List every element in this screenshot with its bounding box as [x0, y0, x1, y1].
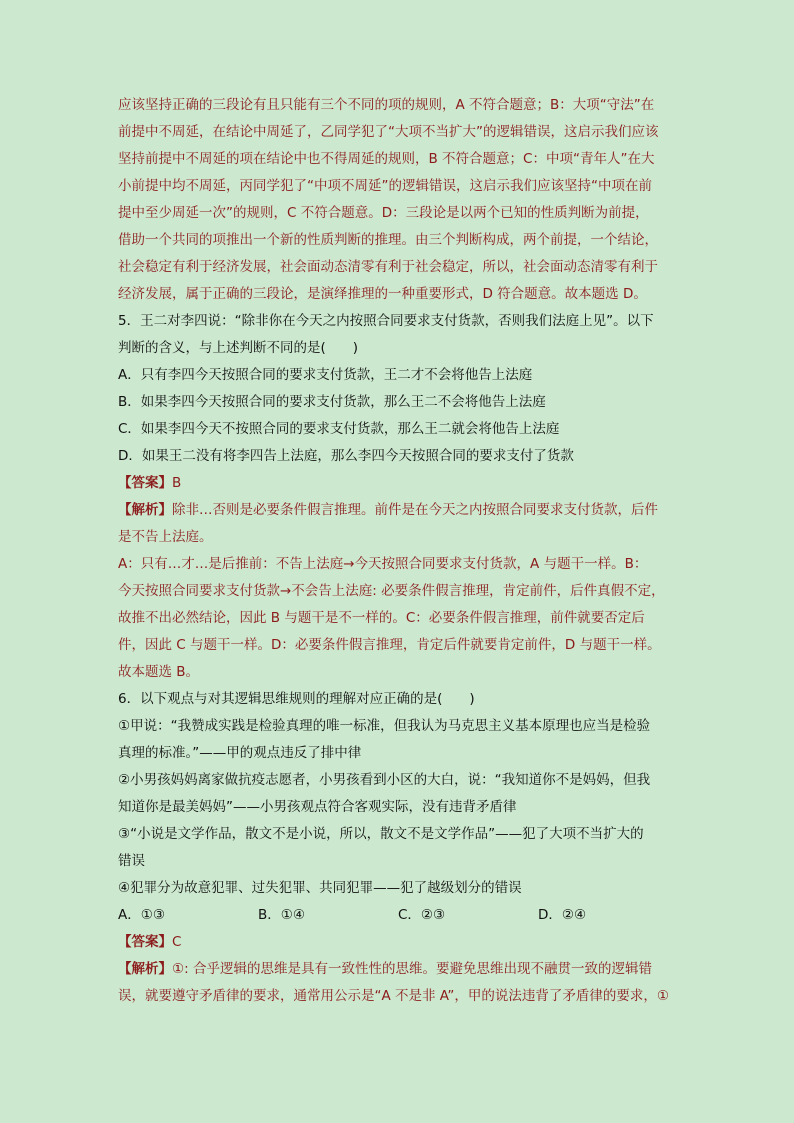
- option-c: C．②③: [398, 907, 446, 923]
- question-6: [118, 686, 690, 1010]
- analysis-text: ①: 合乎逻辑的思维是具有一致性性的思维。要避免思维出现不融贯一致的逻辑错: [172, 961, 652, 977]
- question-stem: 5．王二对李四说：“除非你在今天之内按照合同要求支付货款，否则我们法庭上见”。以下: [118, 313, 654, 329]
- analysis-line: 件，因此 C 与题干一样。D：必要条件假言推理，肯定后件就要肯定前件，D 与题干一样。: [118, 637, 661, 653]
- analysis-line: [118, 956, 690, 983]
- answer-line: [118, 470, 690, 497]
- option-c: C．如果李四今天不按照合同的要求支付货款，那么王二就会将他告上法庭: [118, 421, 560, 437]
- analysis-tag: 【解析】: [118, 502, 172, 518]
- statement-line: ②小男孩妈妈离家做抗疫志愿者，小男孩看到小区的大白，说：“我知道你不是妈妈，但我: [118, 772, 651, 788]
- statement-line: 真理的标准。”——甲的观点违反了排中律: [118, 745, 362, 761]
- answer-value: C: [172, 934, 182, 950]
- option-a: A．①③: [118, 907, 165, 923]
- text-line: 社会稳定有利于经济发展，社会面动态清零有利于社会稳定，所以，社会面动态清零有利于: [118, 259, 658, 275]
- analysis-line: 是不告上法庭。: [118, 529, 213, 545]
- text-line: 经济发展，属于正确的三段论，是演绎推理的一种重要形式，D 符合题意。故本题选 D。: [118, 286, 647, 302]
- text-line: 应该坚持正确的三段论有且只能有三个不同的项的规则，A 不符合题意；B：大项“守法”在: [118, 97, 655, 113]
- analysis-line: 误，就要遵守矛盾律的要求，通常用公示是“A 不是非 A”，甲的说法违背了矛盾律的要求，①: [118, 988, 669, 1004]
- question-5: [118, 308, 690, 686]
- statement-line: 错误: [118, 853, 145, 869]
- answer-tag: 【答案】: [118, 475, 172, 491]
- option-d: D．如果王二没有将李四告上法庭，那么李四今天按照合同的要求支付了货款: [118, 448, 574, 464]
- text-line: 提中至少周延一次”的规则，C 不符合题意。D：三段论是以两个已知的性质判断为前提，: [118, 205, 649, 221]
- statement-line: ①甲说：“我赞成实践是检验真理的唯一标准，但我认为马克思主义基本原理也应当是检验: [118, 718, 651, 734]
- q4-analysis-continued: [118, 92, 690, 308]
- analysis-tag: 【解析】: [118, 961, 172, 977]
- question-stem: 判断的含义，与上述判断不同的是( ): [118, 340, 359, 356]
- analysis-line: 今天按照合同要求支付货款→不会告上法庭: 必要条件假言推理，肯定前件，后件真假不定，: [118, 583, 665, 599]
- option-b: B．如果李四今天按照合同的要求支付货款，那么王二不会将他告上法庭: [118, 394, 546, 410]
- question-stem: 6．以下观点与对其逻辑思维规则的理解对应正确的是( ): [118, 691, 475, 707]
- document-content: [118, 92, 690, 1010]
- option-d: D．②④: [538, 907, 587, 923]
- analysis-line: A：只有…才…是后推前：不告上法庭→今天按照合同要求支付货款，A 与题干一样。B：: [118, 556, 648, 572]
- statement-line: ③“小说是文学作品，散文不是小说，所以，散文不是文学作品”——犯了大项不当扩大的: [118, 826, 644, 842]
- answer-tag: 【答案】: [118, 934, 172, 950]
- statement-line: ④犯罪分为故意犯罪、过失犯罪、共同犯罪——犯了越级划分的错误: [118, 880, 522, 896]
- text-line: 借助一个共同的项推出一个新的性质判断的推理。由三个判断构成，两个前提，一个结论，: [118, 232, 658, 248]
- statement-line: 知道你是最美妈妈”——小男孩观点符合客观实际，没有违背矛盾律: [118, 799, 517, 815]
- option-b: B．①④: [258, 907, 305, 923]
- text-line: 小前提中均不周延，丙同学犯了“中项不周延”的逻辑错误，这启示我们应该坚持“中项在前: [118, 178, 652, 194]
- option-a: A．只有李四今天按照合同的要求支付货款，王二才不会将他告上法庭: [118, 367, 533, 383]
- answer-value: B: [172, 475, 182, 491]
- analysis-text: 除非…否则是必要条件假言推理。前件是在今天之内按照合同要求支付货款，后件: [172, 502, 658, 518]
- answer-line: [118, 929, 690, 956]
- analysis-line: 故本题选 B。: [118, 664, 200, 680]
- analysis-line: 故推不出必然结论，因此 B 与题干是不一样的。C：必要条件假言推理，前件就要否定后: [118, 610, 645, 626]
- text-line: 坚持前提中不周延的项在结论中也不得周延的规则，B 不符合题意；C：中项“青年人”在大: [118, 151, 655, 167]
- options-row: [118, 902, 690, 929]
- text-line: 前提中不周延，在结论中周延了，乙同学犯了“大项不当扩大”的逻辑错误，这启示我们应该: [118, 124, 659, 140]
- analysis-line: [118, 497, 690, 524]
